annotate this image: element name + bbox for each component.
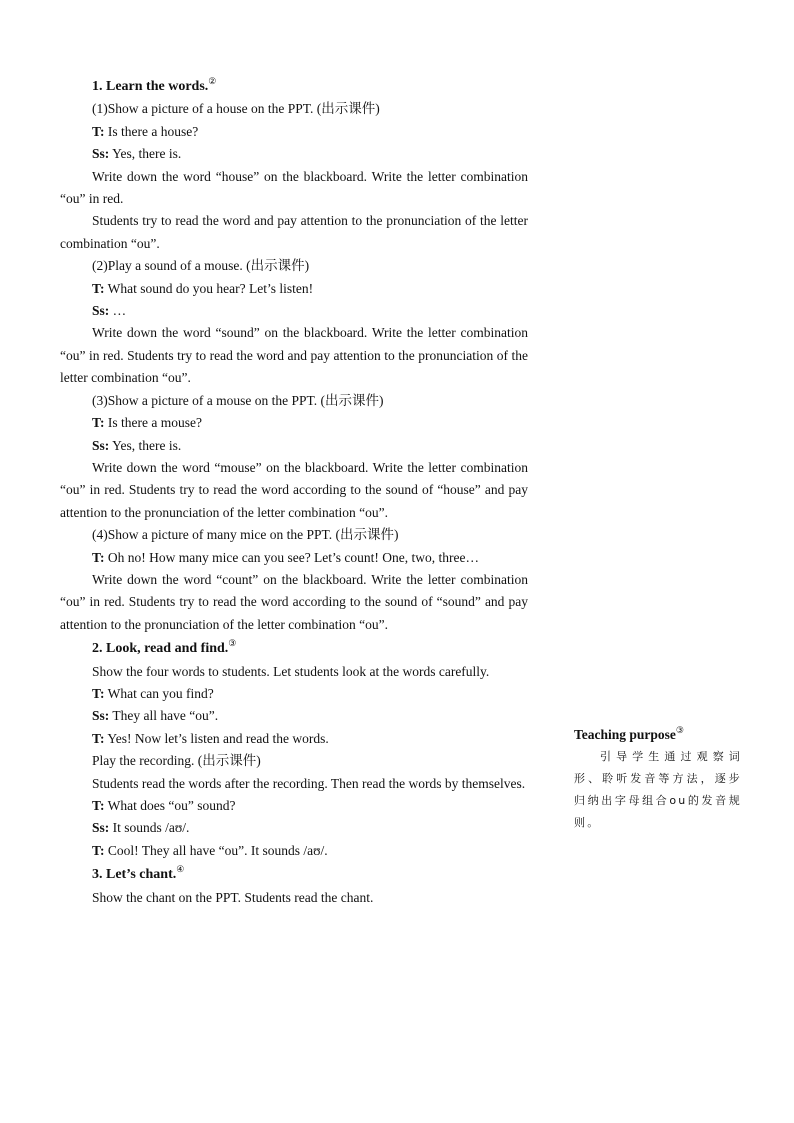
- teaching-purpose-title: Teaching purpose③: [574, 725, 684, 742]
- dialogue-line: [60, 817, 528, 839]
- speaker-label: T:: [92, 123, 105, 139]
- instruction-paragraph: Play the recording. (出示课件): [92, 753, 261, 769]
- instruction-paragraph: Students read the words after the recording. Then read the words by themselves.: [92, 775, 526, 791]
- dialogue-line: [60, 412, 528, 434]
- speaker-label: T:: [92, 730, 105, 746]
- instruction-paragraph: Write down the word “mouse” on the blackboard. Write the letter combination “ou” in red. Students try to read the word according to the sound of “house” and pay attention to the pronunciation of the letter combination “ou”.: [60, 459, 528, 520]
- dialogue-text: Oh no! How many mice can you see? Let’s count! One, two, three…: [104, 549, 480, 565]
- instruction-paragraph: Students try to read the word and pay attention to the pronunciation of the letter combination “ou”.: [60, 213, 528, 251]
- dialogue-line: [60, 705, 528, 727]
- dialogue-text: Is there a mouse?: [104, 415, 202, 431]
- dialogue-line: [60, 683, 528, 705]
- teaching-purpose-note: [574, 724, 742, 834]
- dialogue-line: [60, 278, 528, 300]
- speaker-label: T:: [92, 280, 105, 296]
- instruction-paragraph: Show the four words to students. Let students look at the words carefully.: [92, 663, 490, 679]
- instruction-paragraph: Write down the word “house” on the blackboard. Write the letter combination “ou” in red.: [60, 168, 528, 207]
- speaker-label: T:: [92, 415, 105, 431]
- speaker-label: Ss:: [92, 146, 110, 162]
- speaker-label: Ss:: [92, 437, 110, 453]
- speaker-label: T:: [92, 685, 105, 701]
- dialogue-line: [60, 143, 528, 165]
- footnote-marker: ②: [208, 76, 217, 86]
- speaker-label: Ss:: [92, 708, 110, 724]
- dialogue-text: …: [109, 303, 127, 319]
- dialogue-text: Yes, there is.: [109, 437, 182, 453]
- dialogue-line: [60, 121, 528, 143]
- instruction-paragraph: Write down the word “count” on the blackboard. Write the letter combination “ou” in red. Students try to read the word according to the sound of “sound” and pay attention to the pronunciation of the letter combination “ou”.: [60, 571, 528, 632]
- dialogue-line: [60, 795, 528, 817]
- instruction-paragraph: (1)Show a picture of a house on the PPT. (出示课件): [92, 101, 380, 117]
- dialogue-text: Cool! They all have “ou”. It sounds /aʊ/.: [104, 842, 328, 858]
- dialogue-line: [60, 435, 528, 457]
- speaker-label: Ss:: [92, 303, 110, 319]
- dialogue-text: What can you find?: [104, 685, 214, 701]
- dialogue-text: They all have “ou”.: [109, 708, 219, 724]
- instruction-paragraph: Write down the word “sound” on the blackboard. Write the letter combination “ou” in red. Students try to read the word and pay attention to the pronunciation of the letter combination “ou”.: [60, 325, 528, 386]
- section-body: [60, 661, 528, 863]
- dialogue-line: [60, 840, 528, 862]
- footnote-marker: ③: [675, 725, 684, 735]
- dialogue-text: What sound do you hear? Let’s listen!: [104, 280, 314, 296]
- speaker-label: T:: [92, 798, 105, 813]
- section-heading-lets-chant: 3. Let’s chant.④: [92, 864, 185, 883]
- teaching-purpose-text: 引导学生通过观察词形、聆听发音等方法，逐步归纳出字母组合ou的发音规则。: [574, 750, 742, 829]
- dialogue-line: [60, 728, 528, 750]
- speaker-label: Ss:: [92, 820, 110, 836]
- footnote-marker: ③: [228, 638, 237, 649]
- section-body: [60, 98, 528, 636]
- dialogue-text: Yes, there is.: [109, 146, 182, 162]
- dialogue-text: What does “ou” sound?: [104, 798, 236, 813]
- instruction-paragraph: (4)Show a picture of many mice on the PPT. (出示课件): [92, 527, 399, 543]
- instruction-paragraph: Show the chant on the PPT. Students read the chant.: [92, 889, 374, 905]
- dialogue-line: [60, 547, 528, 569]
- section-body: [60, 887, 528, 909]
- section-heading-look-read-find: 2. Look, read and find.③: [92, 638, 237, 657]
- dialogue-text: It sounds /aʊ/.: [109, 820, 190, 836]
- instruction-paragraph: (3)Show a picture of a mouse on the PPT. (出示课件): [92, 392, 384, 408]
- dialogue-text: Yes! Now let’s listen and read the words.: [104, 730, 329, 746]
- footnote-marker: ④: [176, 864, 185, 875]
- dialogue-line: [60, 300, 528, 322]
- lesson-procedure: [60, 76, 528, 909]
- speaker-label: T:: [92, 549, 105, 565]
- instruction-paragraph: (2)Play a sound of a mouse. (出示课件): [92, 258, 310, 274]
- section-heading-learn-words: 1. Learn the words.②: [92, 76, 217, 94]
- speaker-label: T:: [92, 842, 105, 858]
- dialogue-text: Is there a house?: [104, 123, 199, 139]
